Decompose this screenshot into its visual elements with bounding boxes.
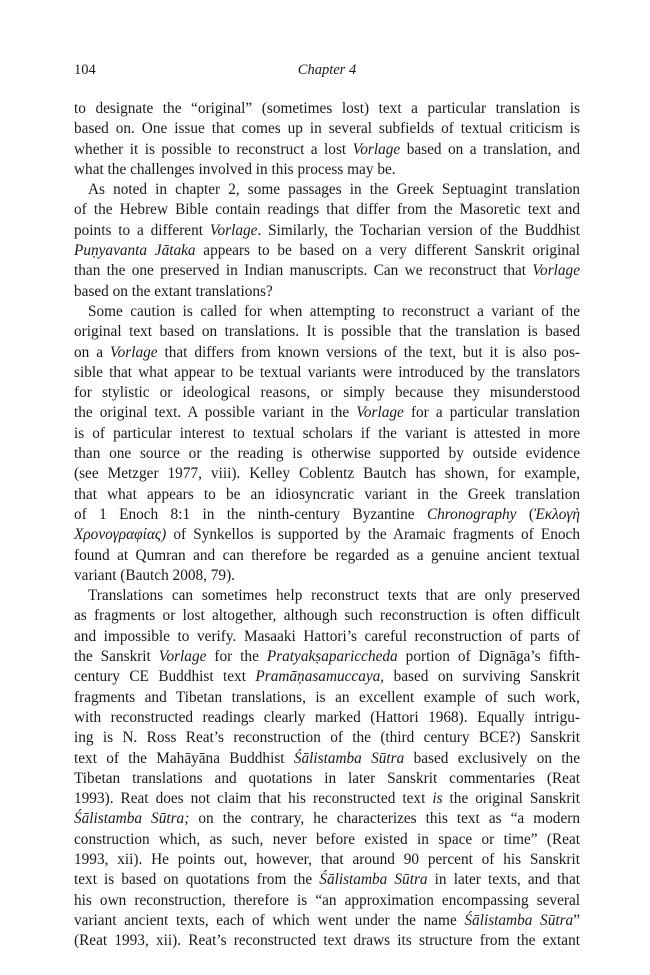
italic-text: Śālistamba Sūtra [319,871,428,889]
text-line [74,444,580,464]
text-line [74,343,580,363]
italic-text: Χρονογραφίας) [74,526,167,544]
text-line [74,322,580,342]
text-line [74,647,580,667]
text-segment: of the Hebrew Bible contain readings that differ from the Masoretic text and [74,201,580,219]
text-line [74,627,580,647]
text-segment: than one source or the reading is otherwise supported by outside evidence [74,445,580,463]
text-line [74,140,580,160]
text-segment: that differs from known versions of the text, but it is also pos- [157,343,580,361]
text-segment: . Similarly, the Tocharian version of the Buddhist [257,221,581,239]
text-segment: of 1 Enoch 8:1 in the ninth-century Byzantine [74,505,427,523]
text-segment: Some caution is called for when attempting to reconstruct a variant of the [88,302,580,320]
text-segment: original text based on translations. It is possible that the translation is based [74,323,580,341]
text-segment: variant (Bautch 2008, 79). [74,566,235,584]
text-segment: appears to be based on a very different Sanskrit original [195,242,580,260]
text-segment: fragments and Tibetan translations, is an excellent example of such work, [74,688,580,706]
text-line [74,464,580,484]
text-segment: portion of Dignāga’s fifth- [397,648,581,666]
text-segment: as fragments or lost altogether, although such reconstruction is often difficult [74,607,580,625]
text-line [74,525,580,545]
text-line [74,221,580,241]
text-segment: construction which, as such, never before existed in space or time” (Reat [74,830,580,848]
running-header [74,62,580,82]
text-line [74,485,580,505]
text-segment: on the contrary, he characterizes this text as “a modern [189,810,580,828]
text-line [74,180,580,200]
text-segment: 1993). Reat does not claim that his reconstructed text [74,790,433,808]
text-segment: of Synkellos is supported by the Aramaic fragments of Enoch [166,526,580,544]
text-segment: found at Qumran and can therefore be regarded as a genuine ancient textual [74,546,580,564]
text-line [74,789,580,809]
text-line [74,708,580,728]
text-segment: with reconstructed readings clearly marked (Hattori 1968). Equally intrigu- [74,708,580,726]
italic-text: Puṇyavanta Jātaka [74,242,196,260]
italic-text: Vorlage [352,140,401,158]
text-line [74,870,580,890]
page-number: 104 [74,62,96,78]
text-segment: based on a translation, and [400,140,580,158]
text-segment: sible that what appear to be textual variants were introduced by the translators [74,363,580,381]
text-segment: in later texts, and that [427,871,580,889]
text-line [74,261,580,281]
text-segment: ing is N. Ross Reat’s reconstruction of the (third century BCE?) Sanskrit [74,729,580,747]
text-segment: text of the Mahāyāna Buddhist [74,749,294,767]
text-line [74,363,580,383]
text-segment: Tibetan translations and quotations in later Sanskrit commentaries (Reat [74,769,580,787]
text-segment: Translations can sometimes help reconstruct texts that are only preserved [88,587,580,605]
chapter-title: Chapter 4 [297,62,357,78]
text-segment: for a particular translation [403,404,580,422]
text-line [74,667,580,687]
text-line [74,830,580,850]
text-segment: based on the extant translations? [74,282,273,300]
text-line [74,586,580,606]
text-line [74,809,580,829]
italic-text: Śālistamba Sūtra [464,911,574,929]
text-line [74,200,580,220]
italic-text: Vorlage [532,262,580,280]
text-line [74,282,580,302]
text-segment: century CE Buddhist text [74,668,256,686]
italic-text: Śālistamba Sūtra; [74,810,190,828]
text-segment: what the challenges involved in this process may be. [74,160,396,178]
text-line [74,688,580,708]
text-segment: ( [516,505,534,523]
text-segment: ” [573,911,580,929]
text-segment: whether it is possible to reconstruct a lost [74,140,353,158]
text-segment: the original text. A possible variant in the [74,404,357,422]
text-segment: for the [206,648,267,666]
text-line [74,424,580,444]
text-line [74,241,580,261]
text-line [74,546,580,566]
text-line [74,769,580,789]
body-text [74,99,580,951]
italic-text: Vorlage [158,648,207,666]
italic-text: Chronography [426,505,517,523]
text-segment: and impossible to verify. Masaaki Hattori’s careful reconstruction of parts of [74,627,580,645]
text-segment: the original Sanskrit [442,790,580,808]
text-line [74,505,580,525]
text-segment: the Sanskrit [74,648,159,666]
text-segment: text is based on quotations from the [74,871,320,889]
text-segment: variant ancient texts, each of which went under the name [74,911,465,929]
text-segment: 1993, xii). He points out, however, that around 90 percent of his Sanskrit [74,850,580,868]
text-segment: for stylistic or ideological reasons, or simply because they misunderstood [74,384,580,402]
text-segment: (Reat 1993, xii). Reat’s reconstructed text draws its structure from the extant [74,932,580,950]
text-line [74,891,580,911]
text-line [74,383,580,403]
text-segment: is of particular interest to textual scholars if the variant is attested in more [74,424,580,442]
text-segment: (see Metzger 1977, viii). Kelley Coblentz Bautch has shown, for example, [74,465,580,483]
italic-text: is [432,790,443,808]
text-line [74,119,580,139]
text-line [74,99,580,119]
text-segment: As noted in chapter 2, some passages in the Greek Septuagint translation [88,181,580,199]
text-line [74,566,580,586]
italic-text: Vorlage [109,343,158,361]
text-segment: based on. One issue that comes up in several subfields of textual criticism is [74,120,580,138]
text-segment: points to a different [74,221,210,239]
italic-text: Vorlage [356,404,404,422]
text-segment: based exclusively on the [404,749,580,767]
text-line [74,911,580,931]
italic-text: Ἐκλογὴ [533,505,581,523]
text-line [74,850,580,870]
text-line [74,160,580,180]
text-segment: that what appears to be an idiosyncratic variant in the Greek translation [74,485,580,503]
italic-text: Śālistamba Sūtra [293,749,405,767]
text-line [74,302,580,322]
text-line [74,606,580,626]
text-line [74,403,580,423]
text-segment: based on surviving Sanskrit [384,668,580,686]
italic-text: Pramāṇasamuccaya, [255,668,385,686]
italic-text: Vorlage [209,221,258,239]
text-line [74,728,580,748]
text-segment: on a [74,343,110,361]
italic-text: Pratyakṣapariccheda [266,648,398,666]
text-line [74,749,580,769]
text-segment: than the one preserved in Indian manuscripts. Can we reconstruct that [74,262,533,280]
text-segment: to designate the “original” (sometimes lost) text a particular translation is [74,100,580,117]
text-segment: his own reconstruction, therefore is “an approximation encompassing several [74,891,580,909]
text-line [74,931,580,951]
